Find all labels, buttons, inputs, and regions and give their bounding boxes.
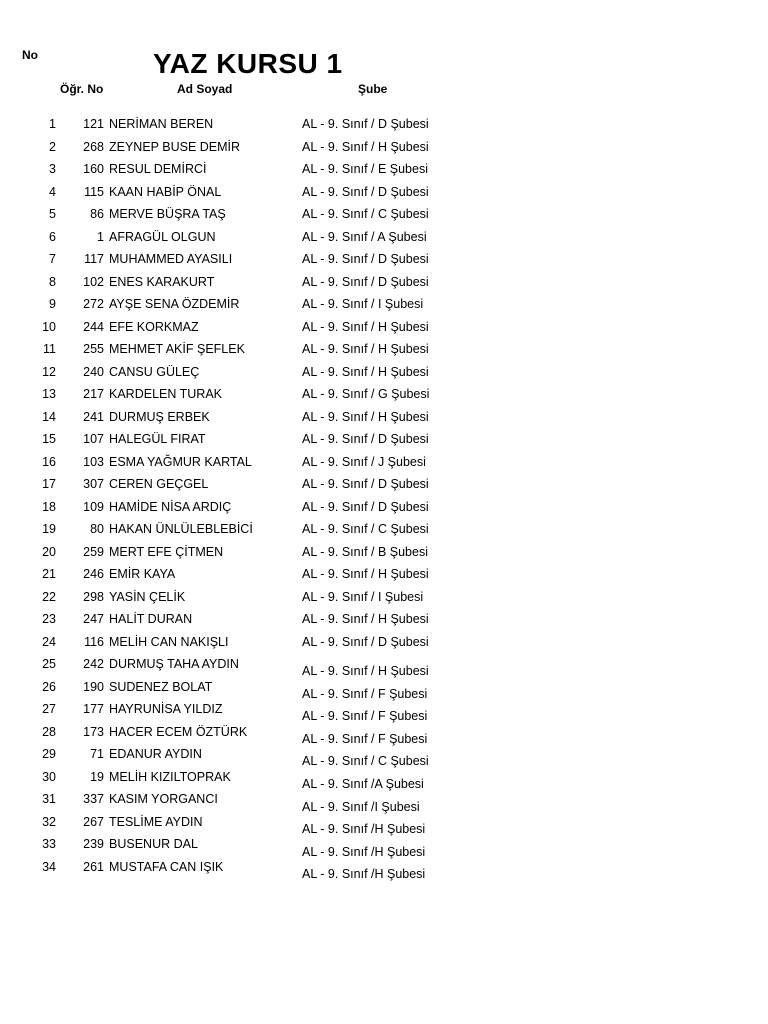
- student-number: 244: [83, 319, 104, 334]
- student-name: HAMİDE NİSA ARDIÇ: [109, 499, 232, 514]
- row-number: 1: [49, 117, 56, 131]
- student-branch: AL - 9. Sınıf / D Şubesi: [302, 184, 429, 199]
- row-number: 13: [42, 387, 56, 401]
- student-number: 86: [90, 207, 104, 221]
- student-branch: AL - 9. Sınıf / D Şubesi: [302, 274, 429, 289]
- student-name: HALİT DURAN: [109, 612, 193, 626]
- student-name: RESUL DEMİRCİ: [109, 162, 207, 176]
- sube-column-header: Şube: [358, 82, 388, 96]
- row-number: 28: [42, 724, 56, 739]
- student-name: KARDELEN TURAK: [109, 387, 222, 401]
- student-branch: AL - 9. Sınıf / I Şubesi: [302, 589, 424, 604]
- row-number: 18: [42, 499, 56, 514]
- student-number: 261: [83, 859, 104, 874]
- student-branch: AL - 9. Sınıf / C Şubesi: [302, 207, 429, 221]
- row-number: 16: [42, 454, 56, 469]
- row-number: 11: [43, 342, 56, 356]
- student-name: TESLİME AYDIN: [109, 814, 203, 829]
- row-number: 12: [42, 364, 56, 379]
- student-branch: AL - 9. Sınıf / H Şubesi: [302, 664, 429, 678]
- student-name: DURMUŞ ERBEK: [109, 409, 210, 424]
- student-number: 298: [83, 589, 104, 604]
- student-branch: AL - 9. Sınıf / H Şubesi: [302, 612, 429, 626]
- student-name: NERİMAN BEREN: [109, 117, 214, 131]
- student-branch: AL - 9. Sınıf / H Şubesi: [302, 409, 429, 424]
- student-number: 307: [83, 477, 104, 491]
- student-number: 107: [83, 432, 104, 446]
- student-branch: AL - 9. Sınıf / F Şubesi: [302, 731, 428, 746]
- student-branch: AL - 9. Sınıf / F Şubesi: [302, 686, 428, 701]
- student-name: MELİH KIZILTOPRAK: [109, 769, 231, 784]
- row-number: 33: [42, 837, 56, 851]
- row-number: 26: [42, 679, 56, 694]
- page-title: YAZ KURSU 1: [153, 48, 343, 79]
- row-number: 9: [49, 297, 56, 311]
- student-name: KASIM YORGANCI: [109, 792, 218, 806]
- student-name: MUSTAFA CAN IŞIK: [109, 859, 224, 874]
- row-number: 31: [42, 792, 56, 806]
- row-number: 3: [49, 162, 56, 176]
- row-number: 21: [42, 567, 56, 581]
- row-number: 22: [42, 589, 56, 604]
- student-name: EDANUR AYDIN: [109, 747, 202, 761]
- student-number: 115: [84, 184, 104, 199]
- row-number: 32: [42, 814, 56, 829]
- student-branch: AL - 9. Sınıf /H Şubesi: [302, 844, 426, 859]
- student-number: 267: [83, 814, 104, 829]
- student-number: 1: [97, 229, 104, 244]
- student-name: KAAN HABİP ÖNAL: [109, 184, 222, 199]
- student-branch: AL - 9. Sınıf / E Şubesi: [302, 162, 428, 176]
- row-number: 5: [49, 207, 56, 221]
- student-name: EMİR KAYA: [109, 567, 176, 581]
- student-name: YASİN ÇELİK: [109, 589, 186, 604]
- row-number: 15: [42, 432, 56, 446]
- student-number: 116: [84, 634, 104, 649]
- row-number: 24: [42, 634, 56, 649]
- student-branch: AL - 9. Sınıf /A Şubesi: [302, 777, 424, 791]
- student-number: 272: [83, 297, 104, 311]
- student-name: ENES KARAKURT: [109, 274, 215, 289]
- student-branch: AL - 9. Sınıf / A Şubesi: [302, 229, 427, 244]
- student-name: AYŞE SENA ÖZDEMİR: [109, 297, 240, 311]
- student-branch: AL - 9. Sınıf / I Şubesi: [302, 297, 424, 311]
- row-number: 10: [42, 319, 56, 334]
- row-number: 27: [42, 702, 56, 716]
- student-branch: AL - 9. Sınıf / H Şubesi: [302, 319, 429, 334]
- student-name: CANSU GÜLEÇ: [109, 364, 200, 379]
- student-branch: AL - 9. Sınıf /I Şubesi: [302, 799, 420, 814]
- student-branch: AL - 9. Sınıf / C Şubesi: [302, 522, 429, 536]
- student-number: 239: [83, 837, 104, 851]
- student-name: MELİH CAN NAKIŞLI: [109, 634, 229, 649]
- student-branch: AL - 9. Sınıf / H Şubesi: [302, 342, 429, 356]
- student-branch: AL - 9. Sınıf / H Şubesi: [302, 364, 429, 379]
- student-number: 19: [90, 769, 104, 784]
- student-number: 71: [90, 747, 104, 761]
- student-name: HACER ECEM ÖZTÜRK: [109, 724, 248, 739]
- student-branch: AL - 9. Sınıf / D Şubesi: [302, 499, 429, 514]
- student-name: ESMA YAĞMUR KARTAL: [109, 454, 252, 469]
- row-number: 8: [49, 274, 56, 289]
- student-name: SUDENEZ BOLAT: [109, 679, 213, 694]
- student-name: MUHAMMED AYASILI: [109, 252, 233, 266]
- student-number: 337: [83, 792, 104, 806]
- student-branch: AL - 9. Sınıf / F Şubesi: [302, 709, 428, 724]
- student-number: 80: [90, 522, 104, 536]
- student-number: 177: [83, 702, 104, 716]
- row-number: 23: [42, 612, 56, 626]
- student-branch: AL - 9. Sınıf / H Şubesi: [302, 139, 429, 154]
- student-branch: AL - 9. Sınıf /H Şubesi: [302, 867, 426, 882]
- row-number: 29: [42, 747, 56, 761]
- student-number: 246: [83, 567, 104, 581]
- student-number: 241: [83, 409, 104, 424]
- student-branch: AL - 9. Sınıf / D Şubesi: [302, 432, 429, 446]
- ad-soyad-column-header: Ad Soyad: [177, 82, 233, 96]
- student-number: 121: [83, 117, 104, 131]
- row-number: 14: [42, 409, 56, 424]
- student-name: CEREN GEÇGEL: [109, 477, 209, 491]
- student-number: 217: [83, 387, 104, 401]
- student-branch: AL - 9. Sınıf / C Şubesi: [302, 754, 429, 769]
- student-name: MEHMET AKİF ŞEFLEK: [109, 342, 245, 356]
- student-name: EFE KORKMAZ: [109, 319, 199, 334]
- ogr-no-column-header: Öğr. No: [60, 82, 104, 96]
- row-number: 7: [49, 252, 56, 266]
- student-number: 247: [83, 612, 104, 626]
- student-name: ZEYNEP BUSE DEMİR: [109, 139, 241, 154]
- row-number: 2: [49, 139, 56, 154]
- student-name: HALEGÜL FIRAT: [109, 432, 206, 446]
- student-number: 268: [83, 139, 104, 154]
- student-name: MERT EFE ÇİTMEN: [109, 544, 224, 559]
- row-number: 17: [42, 477, 56, 491]
- row-number: 19: [42, 522, 56, 536]
- student-number: 240: [83, 364, 104, 379]
- student-name: DURMUŞ TAHA AYDIN: [109, 657, 239, 671]
- student-number: 242: [83, 657, 104, 671]
- student-number: 173: [83, 724, 104, 739]
- student-number: 190: [83, 679, 104, 694]
- student-number: 160: [83, 162, 104, 176]
- student-name: BUSENUR DAL: [109, 837, 198, 851]
- student-name: HAYRUNİSA YILDIZ: [109, 702, 223, 716]
- student-name: AFRAGÜL OLGUN: [109, 229, 216, 244]
- row-number: 25: [42, 657, 56, 671]
- student-number: 117: [84, 252, 104, 266]
- student-branch: AL - 9. Sınıf / J Şubesi: [302, 454, 426, 469]
- row-number: 34: [42, 859, 56, 874]
- student-branch: AL - 9. Sınıf / D Şubesi: [302, 634, 429, 649]
- student-branch: AL - 9. Sınıf / D Şubesi: [302, 477, 429, 491]
- no-column-header: No: [22, 48, 38, 62]
- student-number: 103: [83, 454, 104, 469]
- student-branch: AL - 9. Sınıf /H Şubesi: [302, 822, 426, 837]
- student-branch: AL - 9. Sınıf / D Şubesi: [302, 117, 429, 131]
- row-number: 30: [42, 769, 56, 784]
- student-number: 109: [83, 499, 104, 514]
- student-number: 102: [83, 274, 104, 289]
- row-number: 4: [49, 184, 56, 199]
- row-number: 20: [42, 544, 56, 559]
- student-number: 259: [83, 544, 104, 559]
- student-number: 255: [83, 342, 104, 356]
- student-name: MERVE BÜŞRA TAŞ: [109, 207, 226, 221]
- row-number: 6: [49, 229, 56, 244]
- student-branch: AL - 9. Sınıf / D Şubesi: [302, 252, 429, 266]
- student-branch: AL - 9. Sınıf / B Şubesi: [302, 544, 428, 559]
- student-branch: AL - 9. Sınıf / H Şubesi: [302, 567, 429, 581]
- student-branch: AL - 9. Sınıf / G Şubesi: [302, 387, 430, 401]
- student-name: HAKAN ÜNLÜLEBLEBİCİ: [109, 522, 253, 536]
